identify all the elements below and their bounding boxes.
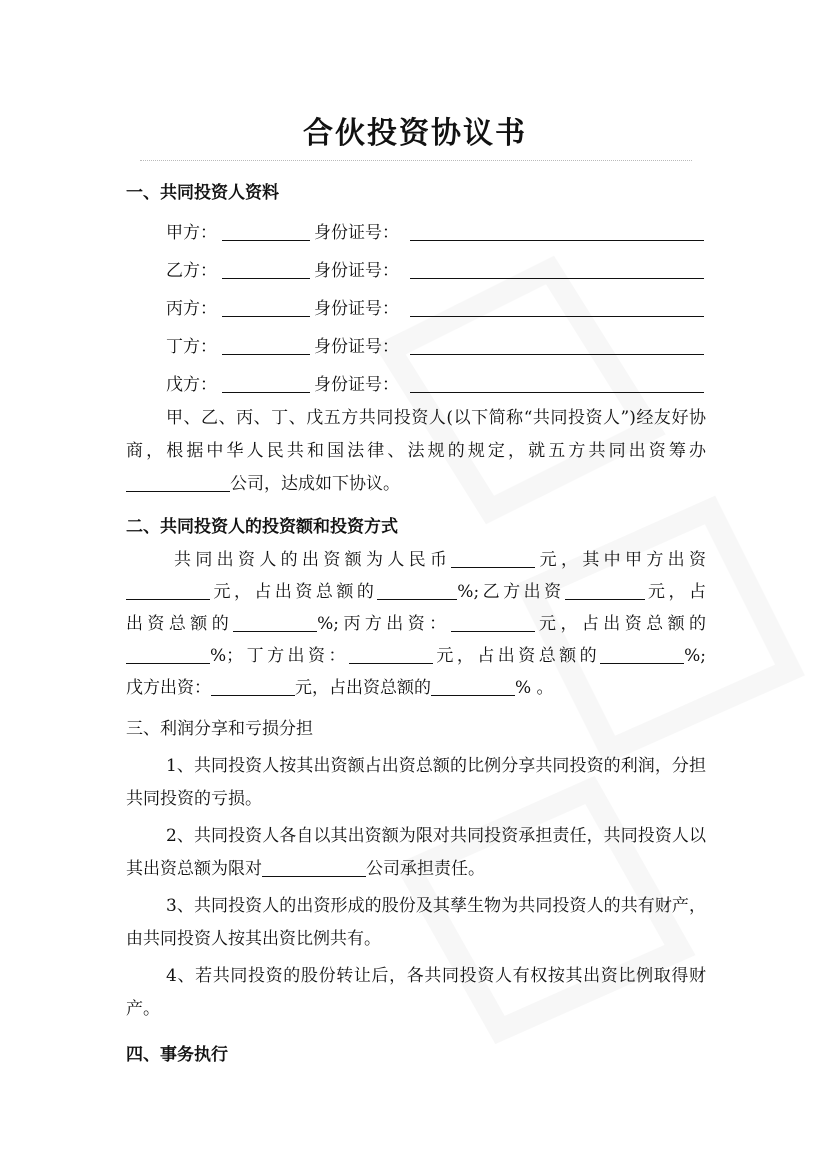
section-1-heading: 一、共同投资人资料: [126, 183, 279, 203]
id-label: 身份证号：: [314, 223, 399, 243]
investment-line: [126, 544, 706, 576]
investment-text: 元，占出资总额的: [534, 614, 707, 634]
investment-text: 元，占出资总额的: [432, 646, 601, 666]
investment-text: %;丙方出资：: [317, 614, 451, 634]
percent-blank: [377, 581, 457, 600]
id-blank: [410, 316, 704, 317]
id-blank: [410, 354, 704, 355]
party-row: [166, 294, 706, 320]
item-2-text-end: 公司承担责任。: [366, 859, 485, 879]
id-blank: [410, 278, 704, 279]
investment-text: 出资总额的: [126, 614, 234, 634]
name-blank: [222, 316, 310, 317]
amount-blank: [211, 677, 295, 696]
investment-text: % 。: [515, 678, 554, 698]
party-row: [166, 256, 706, 282]
amount-blank: [451, 613, 535, 632]
name-blank: [222, 278, 310, 279]
party-row: [166, 332, 706, 358]
party-row: [166, 370, 706, 396]
company-name-blank: [126, 473, 230, 492]
company-name-blank: [262, 858, 366, 877]
amount-blank: [565, 581, 645, 600]
intro-text-end: 公司，达成如下协议。: [230, 474, 400, 494]
party-row: [166, 218, 706, 244]
percent-blank: [233, 613, 317, 632]
party-label: 戊方：: [166, 375, 217, 395]
party-label: 乙方：: [166, 261, 217, 281]
title-divider: [140, 160, 692, 161]
investment-line: [126, 608, 706, 640]
section-4-heading: 四、事务执行: [126, 1045, 228, 1065]
section-3-item-2: [126, 820, 706, 886]
investment-text: 元，占出资总额的: [210, 582, 378, 602]
party-label: 丁方：: [166, 337, 217, 357]
investment-line: [126, 640, 706, 672]
intro-text: 甲、乙、丙、丁、戊五方共同投资人(以下简称“共同投资人”)经友好协商，根据中华人民共和国法律、法规的规定，就五方共同出资筹办: [126, 408, 706, 461]
percent-blank: [126, 645, 210, 664]
section-2-heading: 二、共同投资人的投资额和投资方式: [126, 517, 398, 537]
amount-blank: [349, 645, 433, 664]
investment-text: 元，占: [644, 582, 707, 602]
section-3-item-4: 4、若共同投资的股份转让后，各共同投资人有权按其出资比例取得财产。: [126, 966, 706, 1019]
id-label: 身份证号：: [314, 337, 399, 357]
party-label: 丙方：: [166, 299, 217, 319]
document-title: 合伙投资协议书: [303, 116, 527, 151]
investment-line: [126, 672, 706, 704]
id-label: 身份证号：: [314, 261, 399, 281]
name-blank: [222, 354, 310, 355]
section-3-heading: 三、利润分享和亏损分担: [126, 719, 313, 739]
party-label: 甲方：: [166, 223, 217, 243]
percent-blank: [600, 645, 684, 664]
name-blank: [222, 240, 310, 241]
intro-paragraph: [126, 402, 706, 501]
investment-line: [126, 576, 706, 608]
investment-text: %;乙方出资: [457, 582, 565, 602]
section-3-item-3: 3、共同投资人的出资形成的股份及其孳生物为共同投资人的共有财产，由共同投资人按其出资比例共有。: [126, 896, 706, 949]
section-3-item-1: 1、共同投资人按其出资额占出资总额的比例分享共同投资的利润，分担共同投资的亏损。: [126, 756, 706, 809]
item-2-text: 2、共同投资人各自以其出资额为限对共同投资承担责任，共同投资人以其出资总额为限对: [126, 826, 706, 879]
id-blank: [410, 240, 704, 241]
investment-text: 元，占出资总额的: [295, 678, 431, 698]
id-label: 身份证号：: [314, 299, 399, 319]
id-label: 身份证号：: [314, 375, 399, 395]
investment-text: 元，其中甲方出资: [535, 550, 707, 570]
percent-blank: [431, 677, 515, 696]
investment-text: 共同出资人的出资额为人民币: [174, 550, 452, 570]
name-blank: [222, 392, 310, 393]
investment-paragraph: [126, 544, 706, 704]
investment-text: %；丁方出资：: [210, 646, 349, 666]
amount-blank: [451, 549, 535, 568]
investment-text: %;: [684, 646, 706, 666]
investment-text: 戊方出资：: [126, 678, 211, 698]
id-blank: [410, 392, 704, 393]
amount-blank: [126, 581, 210, 600]
